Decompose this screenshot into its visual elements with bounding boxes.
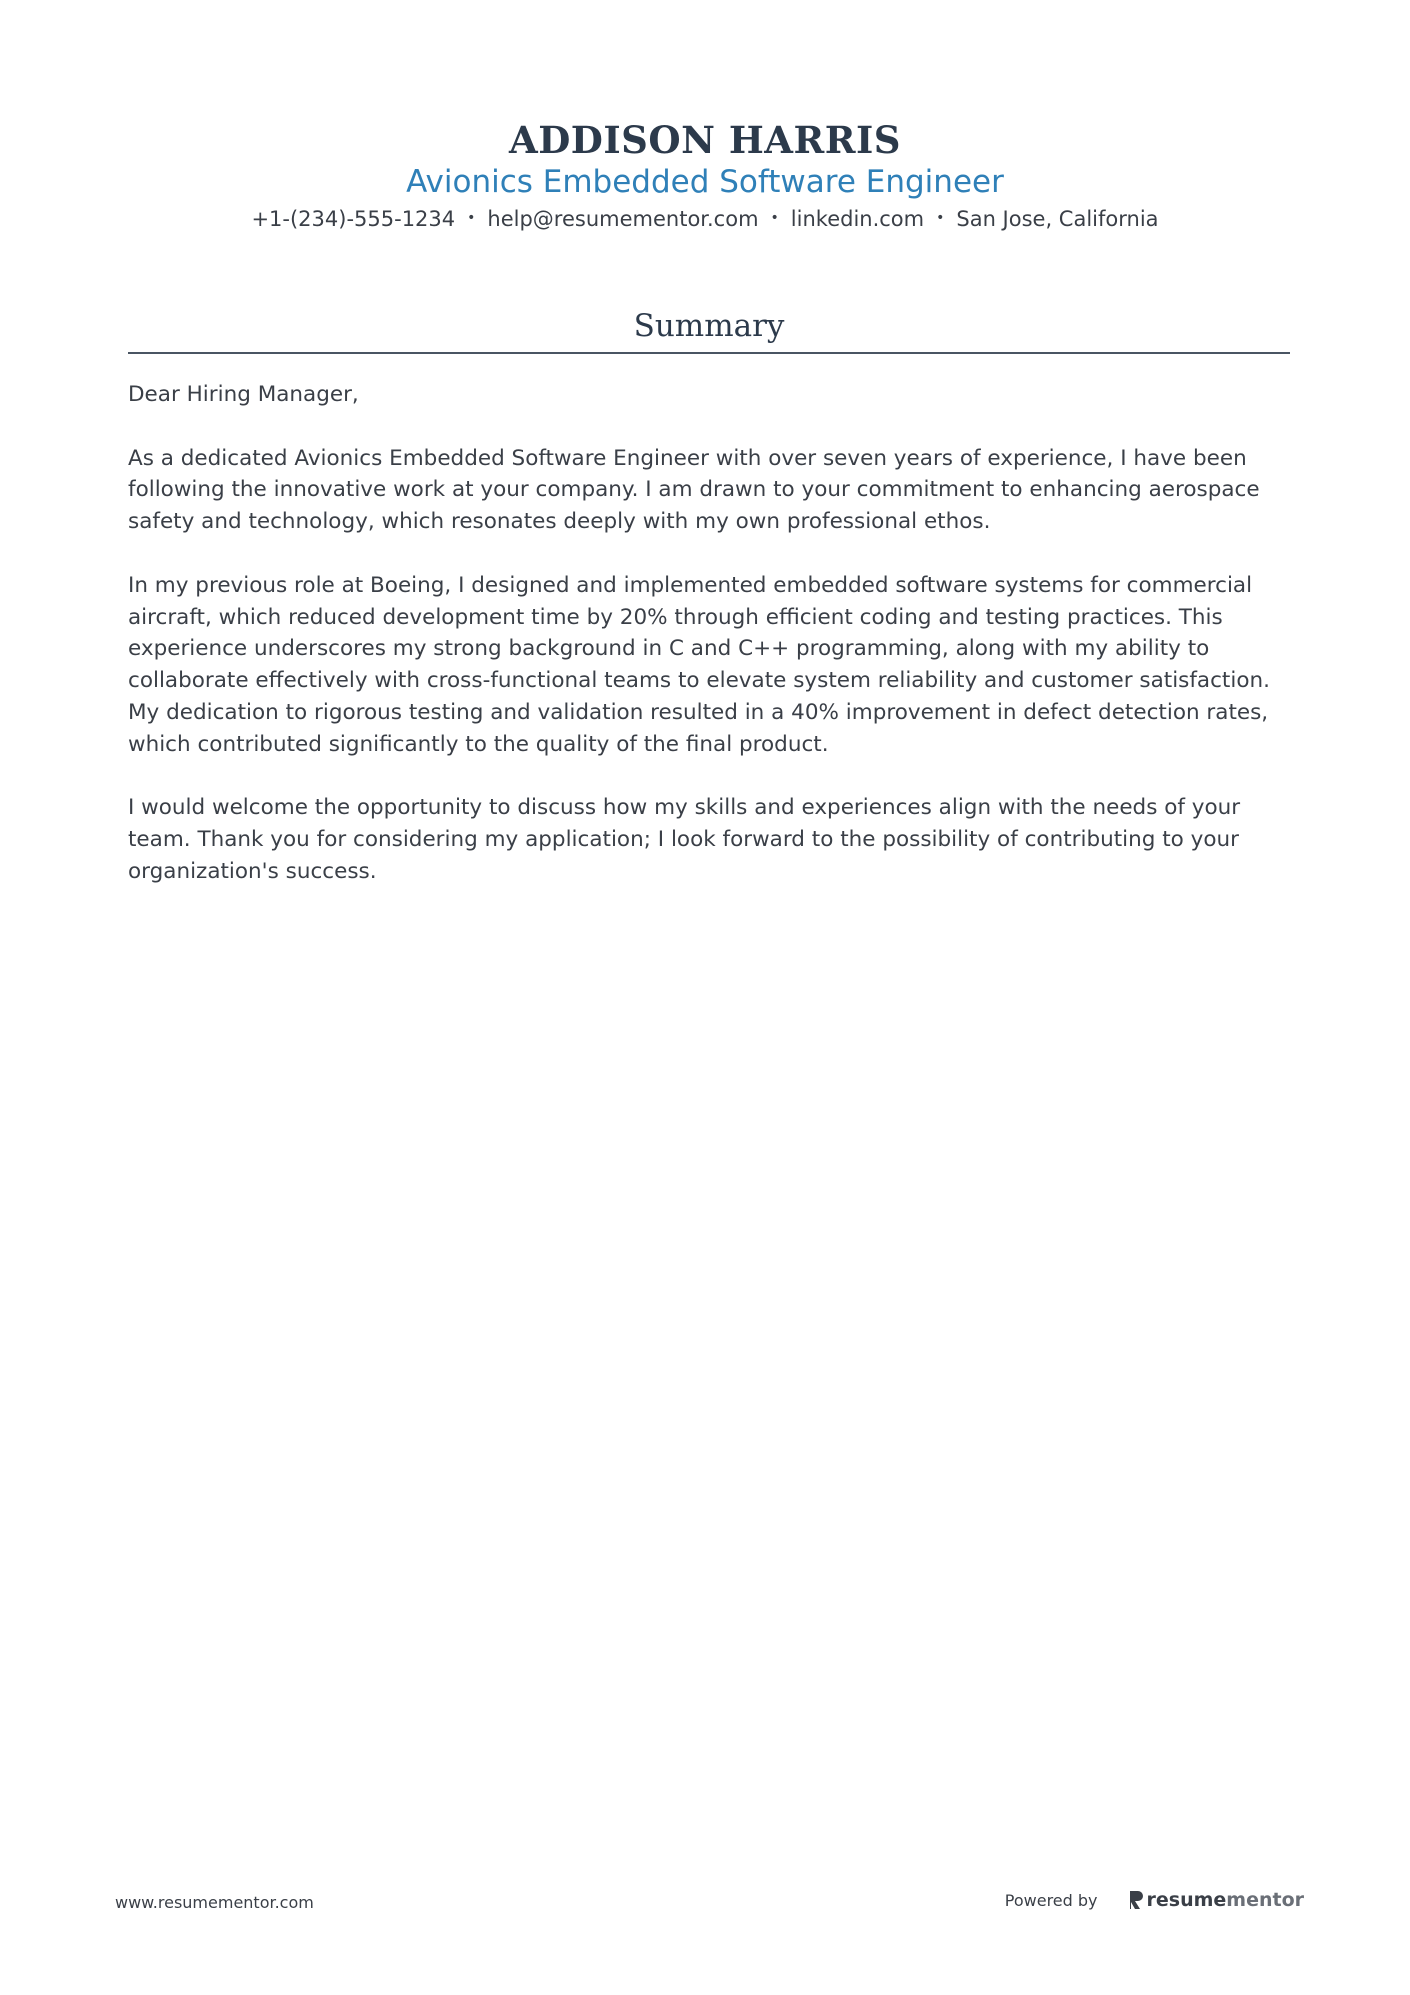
letter-header	[0, 118, 1410, 234]
contact-separator: •	[467, 210, 476, 226]
contact-line	[0, 205, 1410, 234]
logo-text-resume: resume	[1146, 1889, 1227, 1911]
salutation: Dear Hiring Manager,	[128, 382, 359, 407]
contact-email[interactable]: help@resumementor.com	[487, 207, 759, 231]
contact-separator: •	[936, 210, 945, 226]
contact-phone: +1-(234)-555-1234	[251, 207, 456, 231]
contact-location: San Jose, California	[956, 207, 1159, 231]
resumementor-logo-icon	[1128, 1889, 1144, 1911]
applicant-name: ADDISON HARRIS	[508, 118, 902, 162]
footer-branding	[1005, 1889, 1304, 1911]
letter-body	[128, 379, 1290, 920]
job-title: Avionics Embedded Software Engineer	[406, 164, 1004, 200]
contact-linkedin[interactable]: linkedin.com	[790, 207, 925, 231]
powered-by-label: Powered by	[1004, 1890, 1098, 1910]
section-title-summary: Summary	[633, 308, 785, 344]
footer-website[interactable]: www.resumementor.com	[115, 1893, 314, 1912]
contact-separator: •	[770, 210, 779, 226]
letter-paragraph: I would welcome the opportunity to discuss how my skills and experiences align with the needs of your team. Thank you for considering my application; I look forward to the possibility of contributing to your organization's success.	[128, 795, 1241, 884]
letter-paragraph: In my previous role at Boeing, I designed and implemented embedded software systems for commercial aircraft, which reduced development time by 20% through efficient coding and testing practices. This experience underscores my strong background in C and C++ programming, along with my ability to collaborate effectively with cross-functional teams to elevate system reliability and customer satisfaction. My dedication to rigorous testing and validation resulted in a 40% improvement in defect detection rates, which contributed significantly to the quality of the final product.	[128, 572, 1270, 757]
resumementor-logo[interactable]	[1128, 1889, 1305, 1911]
logo-text-mentor: mentor	[1226, 1889, 1304, 1911]
letter-paragraph: As a dedicated Avionics Embedded Software Engineer with over seven years of experience, I have been following the innovative work at your company. I am drawn to your commitment to enhancing aerospace safety and technology, which resonates deeply with my own professional ethos.	[128, 445, 1260, 535]
section-divider	[128, 352, 1290, 354]
